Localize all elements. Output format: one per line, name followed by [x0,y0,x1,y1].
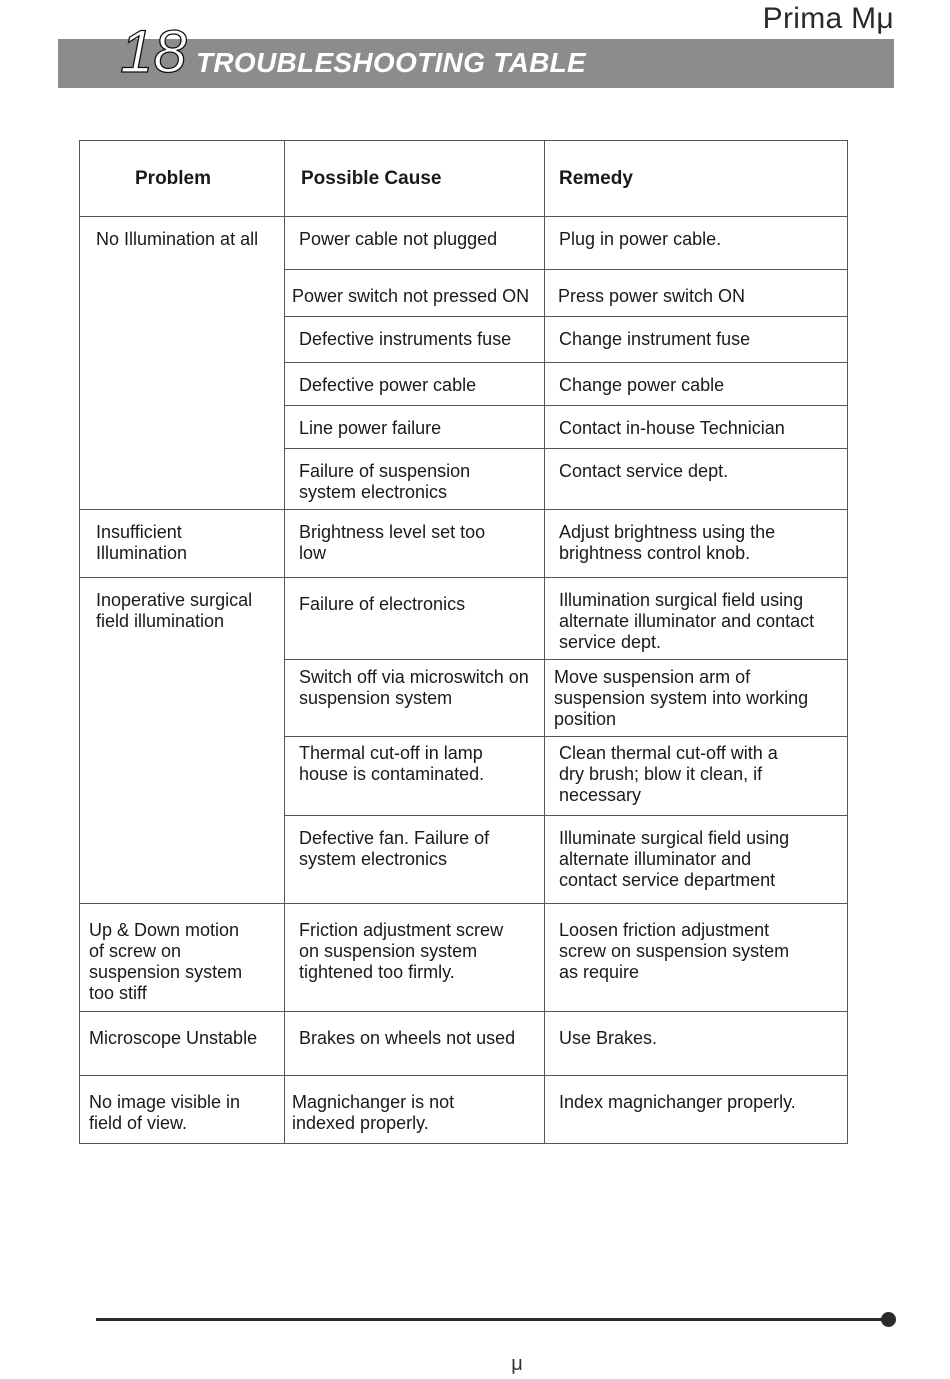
header-possible-cause: Possible Cause [285,141,545,217]
remedy-cell: Change power cable [545,363,848,406]
remedy-cell: Use Brakes. [545,1012,848,1076]
remedy-cell: Contact in-house Technician [545,406,848,449]
chapter-title: TROUBLESHOOTING TABLE [196,47,586,78]
troubleshooting-table [79,140,848,1144]
cause-cell: Brakes on wheels not used [285,1012,545,1076]
cause-cell: Thermal cut-off in lamp house is contaminated. [285,737,545,816]
table-row [80,1076,848,1144]
problem-cell: No Illumination at all [80,217,285,510]
cause-cell: Power cable not plugged [285,217,545,270]
remedy-cell: Clean thermal cut-off with a dry brush; blow it clean, if necessary [545,737,848,816]
remedy-cell: Plug in power cable. [545,217,848,270]
remedy-cell: Illuminate surgical field using alternate illuminator and contact service department [545,816,848,904]
cause-cell: Brightness level set too low [285,510,545,578]
table-row [80,217,848,270]
cause-cell: Defective instruments fuse [285,317,545,363]
problem-cell: Up & Down motion of screw on suspension system too stiff [80,904,285,1012]
header-remedy: Remedy [545,141,848,217]
footer-rule [96,1318,886,1321]
cause-cell: Defective fan. Failure of system electronics [285,816,545,904]
problem-cell: Inoperative surgical field illumination [80,578,285,904]
remedy-cell: Index magnichanger properly. [545,1076,848,1144]
problem-cell: No image visible in field of view. [80,1076,285,1144]
page-number: μ [511,1353,523,1375]
table-row [80,510,848,578]
table-header-row [80,141,848,217]
header-problem: Problem [80,141,285,217]
footer-rule-dot [881,1312,896,1327]
cause-cell: Magnichanger is not indexed properly. [285,1076,545,1144]
cause-cell: Defective power cable [285,363,545,406]
remedy-cell: Move suspension arm of suspension system into working position [545,660,848,737]
chapter-number: 18 [120,18,187,85]
cause-cell: Failure of electronics [285,578,545,660]
remedy-cell: Change instrument fuse [545,317,848,363]
problem-cell: Insufficient Illumination [80,510,285,578]
cause-cell: Failure of suspension system electronics [285,449,545,510]
remedy-cell: Adjust brightness using the brightness control knob. [545,510,848,578]
cause-cell: Switch off via microswitch on suspension system [285,660,545,737]
remedy-cell: Contact service dept. [545,449,848,510]
remedy-cell: Press power switch ON [545,270,848,317]
problem-cell: Microscope Unstable [80,1012,285,1076]
table-row [80,1012,848,1076]
table-row [80,578,848,660]
remedy-cell: Loosen friction adjustment screw on suspension system as require [545,904,848,1012]
cause-cell: Power switch not pressed ON [285,270,545,317]
remedy-cell: Illumination surgical field using alternate illuminator and contact service dept. [545,578,848,660]
table-row [80,904,848,1012]
brand-logo-text: Prima Mμ [762,2,894,35]
cause-cell: Friction adjustment screw on suspension system tightened too firmly. [285,904,545,1012]
cause-cell: Line power failure [285,406,545,449]
